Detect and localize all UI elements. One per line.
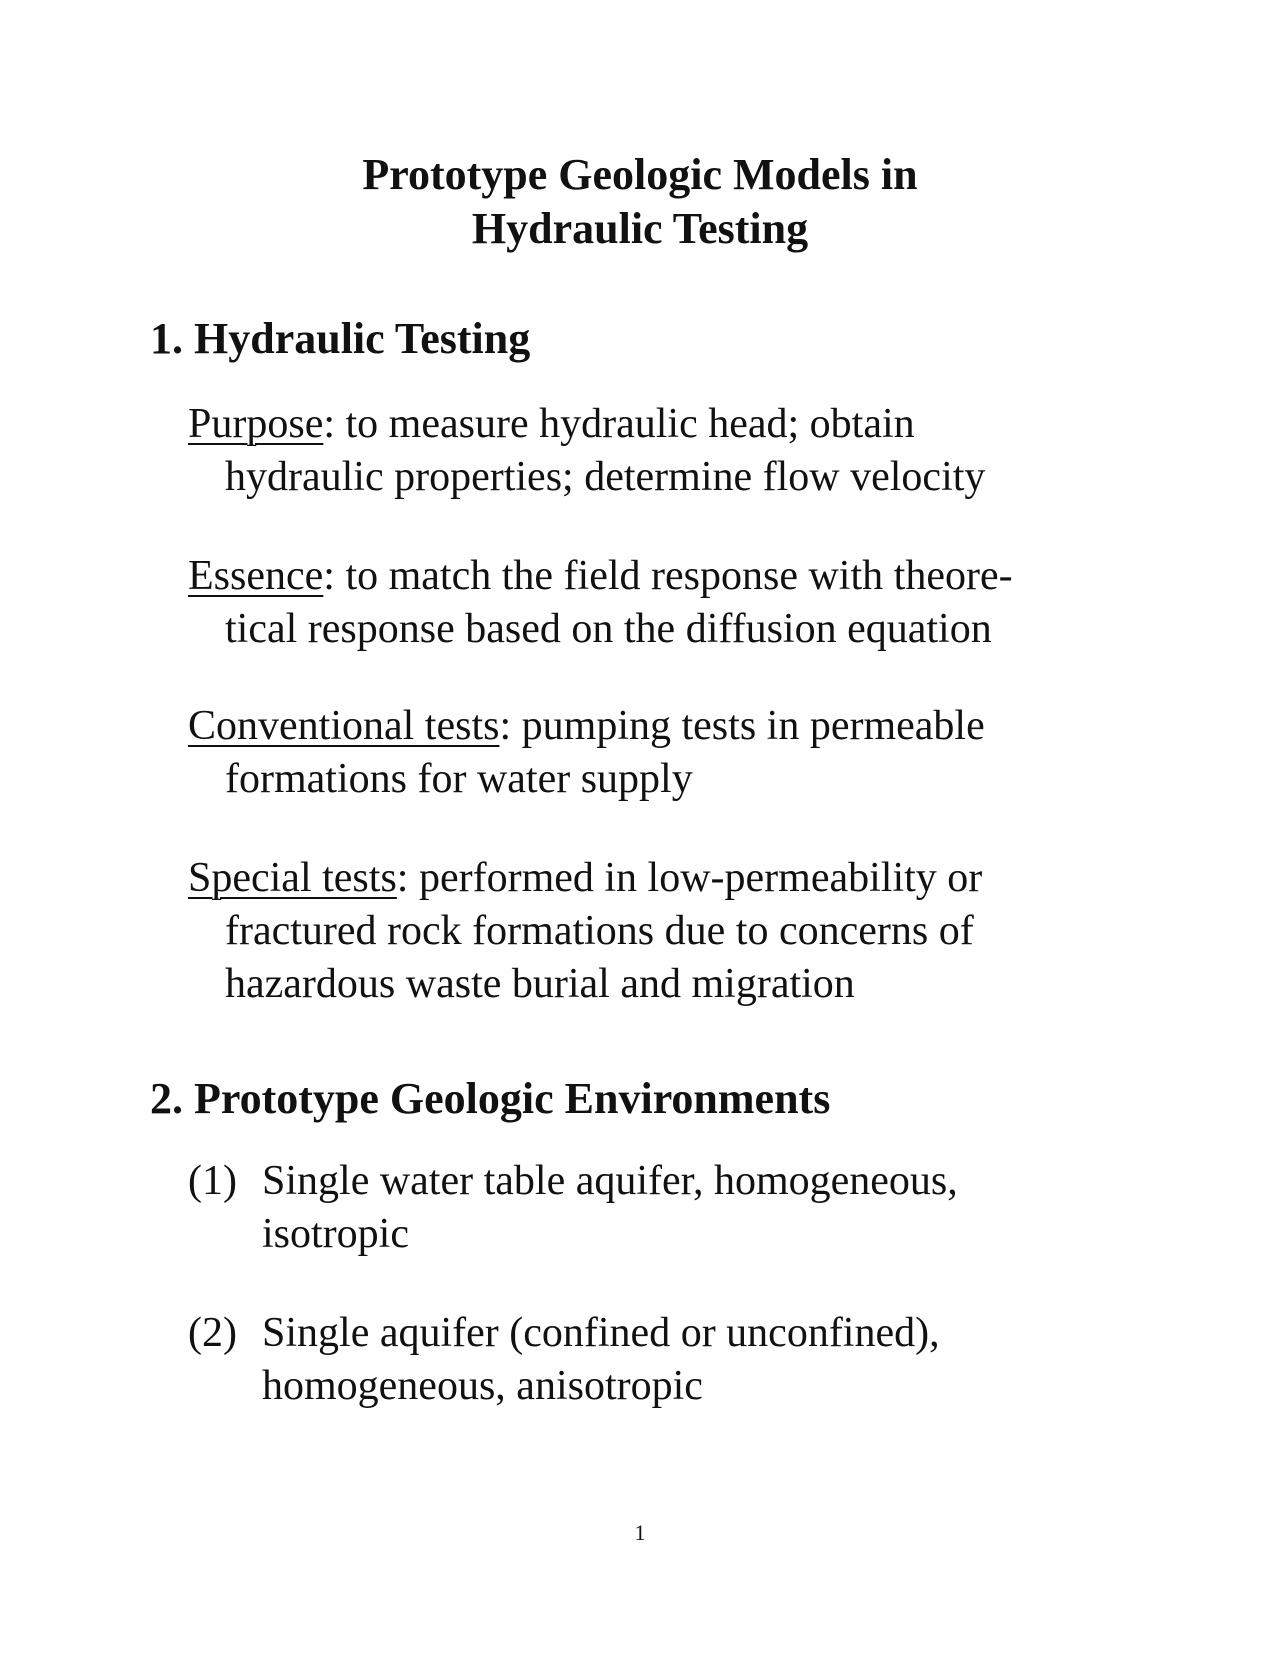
term-special-tests: Special tests	[188, 855, 397, 901]
paragraph-line: formations for water supply	[225, 756, 693, 802]
page-title-line-2: Hydraulic Testing	[471, 204, 809, 253]
section-heading-prototype-geologic-environments: 2. Prototype Geologic Environments	[150, 1074, 831, 1123]
list-item-line: Single aquifer (confined or unconfined),	[262, 1310, 940, 1356]
paragraph-essence	[188, 550, 1128, 656]
definition-text: : to match the field response with theore-	[323, 553, 1013, 599]
paragraph-line	[188, 398, 1128, 451]
paragraph-line	[188, 550, 1128, 603]
list-item-line: homogeneous, anisotropic	[262, 1363, 703, 1409]
definition-text: : pumping tests in permeable	[499, 703, 985, 749]
list-item-text	[262, 1307, 1162, 1413]
paragraph-line	[188, 700, 1128, 753]
list-item-number: (2)	[188, 1310, 237, 1356]
list-item-number: (1)	[188, 1158, 237, 1204]
list-item-line: isotropic	[262, 1211, 409, 1257]
page-number: 1	[634, 1520, 646, 1545]
paragraph-line: hazardous waste burial and migration	[225, 961, 855, 1007]
term-essence: Essence	[188, 553, 324, 599]
list-item-line: Single water table aquifer, homogeneous,	[262, 1158, 958, 1204]
list-item-text	[262, 1155, 1162, 1261]
paragraph-line: tical response based on the diffusion equation	[225, 606, 992, 652]
section-heading-hydraulic-testing: 1. Hydraulic Testing	[150, 314, 531, 363]
page-title	[0, 148, 1280, 256]
paragraph-line	[188, 852, 1128, 905]
page-title-line-1: Prototype Geologic Models in	[362, 150, 918, 199]
paragraph-line: fractured rock formations due to concerns of	[225, 908, 974, 954]
term-purpose: Purpose	[188, 401, 324, 447]
definition-text: : performed in low-permeability or	[396, 855, 983, 901]
paragraph-purpose	[188, 398, 1128, 504]
definition-text: : to measure hydraulic head; obtain	[323, 401, 915, 447]
term-conventional-tests: Conventional tests	[188, 703, 500, 749]
paragraph-special-tests	[188, 852, 1128, 1011]
paragraph-conventional-tests	[188, 700, 1128, 806]
paragraph-line: hydraulic properties; determine flow velocity	[225, 454, 986, 500]
